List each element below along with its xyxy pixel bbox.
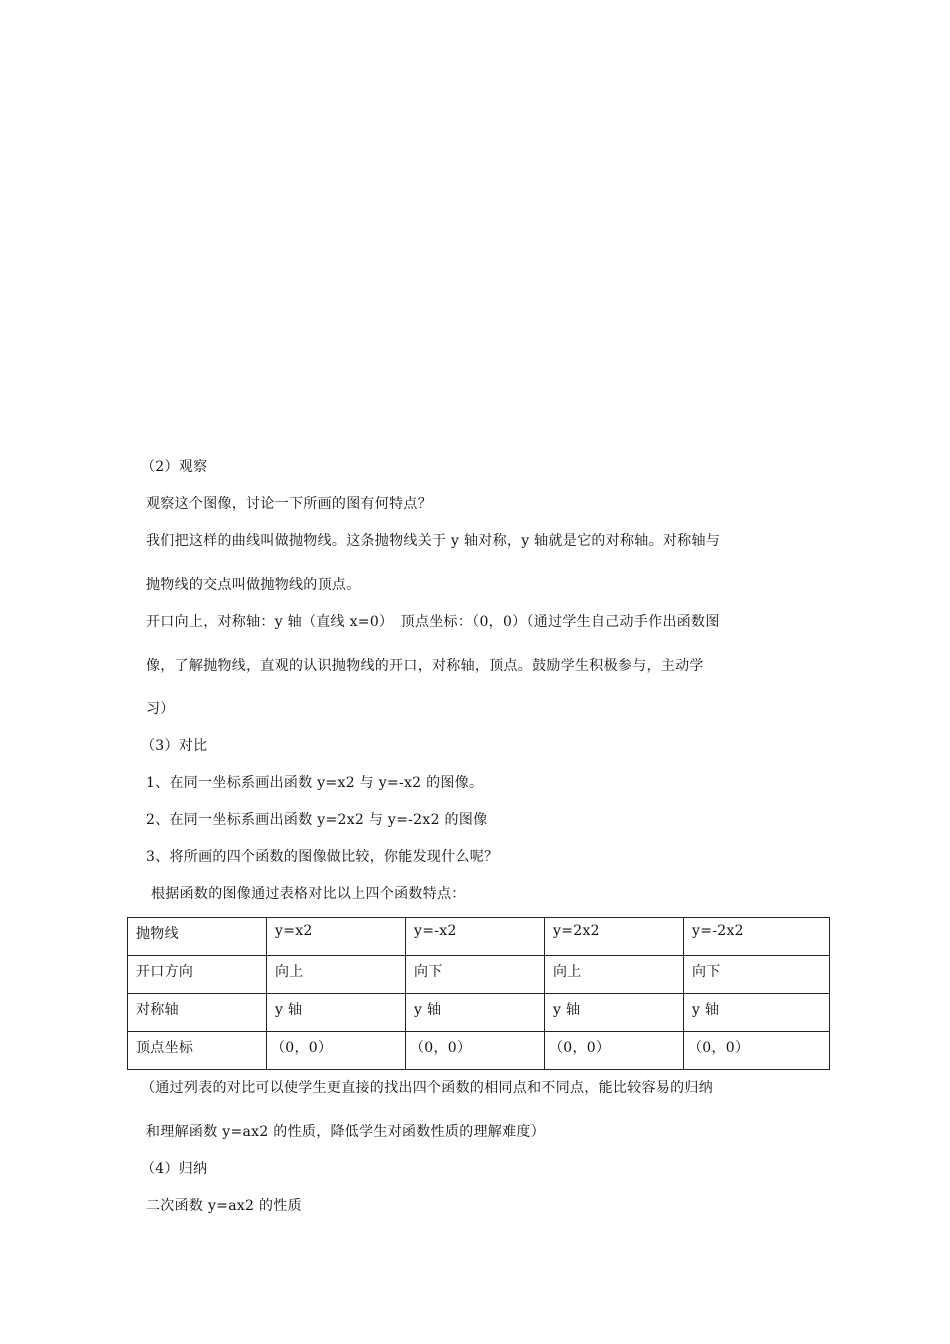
table-cell: 向上 [545,956,684,994]
paragraph-table-note-line1: （通过列表的对比可以使学生更直接的找出四个函数的相同点和不同点，能比较容易的归纳 [141,1080,713,1096]
table-cell: （0，0） [267,1032,406,1070]
table-cell: y=x2 [267,918,406,956]
table-cell: 向下 [684,956,830,994]
table-cell: 对称轴 [128,994,267,1032]
table-cell: （0，0） [545,1032,684,1070]
paragraph-parabola-definition-line1: 我们把这样的曲线叫做抛物线。这条抛物线关于 y 轴对称，y 轴就是它的对称轴。对称轴与 [146,533,721,549]
paragraph-table-intro: 根据函数的图像通过表格对比以上四个函数特点： [151,886,466,902]
table-cell: 开口方向 [128,956,267,994]
table-cell: y 轴 [267,994,406,1032]
paragraph-properties-line3: 习） [146,701,175,717]
paragraph-properties-line2: 像，了解抛物线，直观的认识抛物线的开口，对称轴，顶点。鼓励学生积极参与，主动学 [146,658,704,674]
table-cell: y 轴 [406,994,545,1032]
table-cell: y 轴 [684,994,830,1032]
table-cell: 向上 [267,956,406,994]
table-cell: 向下 [406,956,545,994]
list-item-2: 2、在同一坐标系画出函数 y=2x2 与 y=-2x2 的图像 [146,812,488,828]
table-cell: 顶点坐标 [128,1032,267,1070]
table-row [128,956,830,994]
table-cell: y=-x2 [406,918,545,956]
table-cell: y=-2x2 [684,918,830,956]
paragraph-parabola-definition-line2: 抛物线的交点叫做抛物线的顶点。 [146,577,361,593]
section-heading-observe: （2）观察 [141,459,208,475]
comparison-table [127,917,830,1070]
table-cell: （0，0） [684,1032,830,1070]
list-item-3: 3、将所画的四个函数的图像做比较，你能发现什么呢？ [146,849,499,865]
table-row [128,994,830,1032]
table-row [128,918,830,956]
table-cell: 抛物线 [128,918,267,956]
table-cell: y 轴 [545,994,684,1032]
section-heading-summary: （4）归纳 [141,1161,208,1177]
table-row [128,1032,830,1070]
paragraph-observe-question: 观察这个图像，讨论一下所画的图有何特点？ [146,496,432,512]
paragraph-properties-line1: 开口向上，对称轴：y 轴（直线 x=0） 顶点坐标：（0，0）（通过学生自己动手作出函数图 [146,614,720,630]
section-heading-compare: （3）对比 [141,738,208,754]
paragraph-table-note-line2: 和理解函数 y=ax2 的性质，降低学生对函数性质的理解难度） [146,1124,545,1140]
table-cell: y=2x2 [545,918,684,956]
table-cell: （0，0） [406,1032,545,1070]
list-item-1: 1、在同一坐标系画出函数 y=x2 与 y=-x2 的图像。 [146,775,484,791]
paragraph-summary-title: 二次函数 y=ax2 的性质 [146,1198,302,1214]
